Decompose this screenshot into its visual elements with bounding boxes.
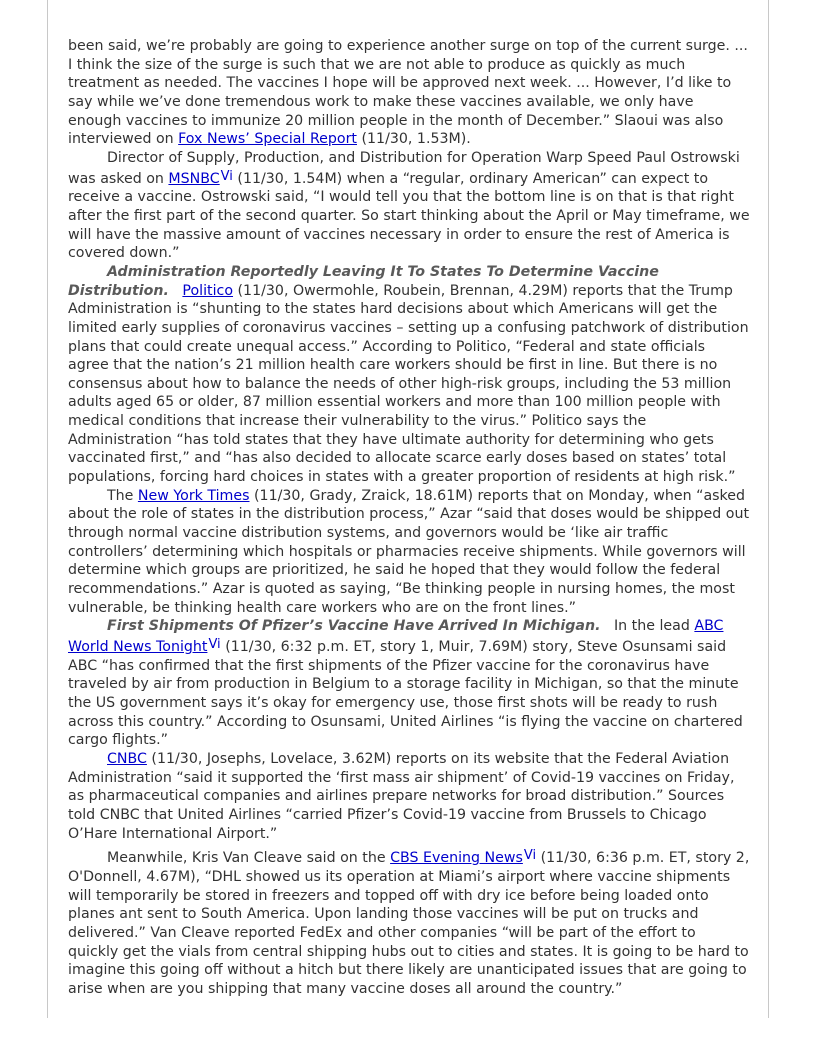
article-body [68,37,750,998]
abc-world-news-tonight-link[interactable]: ABC World News Tonight [68,618,724,655]
paragraph-pfizer-michigan: First Shipments Of Pfizer’s Vaccine Have Arrived In Michigan. In the lead ABC World News TonightVi (11/30, 6:32 p.m. ET, story 1, Muir, 7.69M) story, Steve Osunsami said ABC “has confirmed that the first shipments of the Pfizer vaccine for the coronavirus have traveled by air from production in Belgium to a storage facility in Michigan, so that the minute the US government says it’s okay for emergency use, those first shots will be ready to rush across this country.” According to Osunsami, United Airlines “is flying the vaccine on chartered cargo flights.” [68,618,743,749]
video-icon[interactable]: Vi [220,168,233,184]
politico-link[interactable]: Politico [182,282,234,299]
paragraph-cnbc: CNBC (11/30, Josephs, Lovelace, 3.62M) reports on its website that the Federal Aviation Administration “said it supported the ‘first mass air shipment’ of Covid-19 vaccines on Friday, as pharmaceutical companies and airlines prepare networks for broad distribution.” Sources told CNBC that United Airlines “carried Pfizer’s Covid-19 vaccine from Brussels to Chicago O’Hare International Airport.” [68,750,735,842]
msnbc-link[interactable]: MSNBC [168,170,220,187]
paragraph-states-distribution: Administration Reportedly Leaving It To States To Determine Vaccine Distribution. Politico (11/30, Owermohle, Roubein, Brennan, 4.29M) reports that the Trump Administration is “shunting to the states hard decisions about which Americans will get the limited early supplies of coronavirus vaccines – setting up a confusing patchwork of distribution plans that could create unequal access.” According to Politico, “Federal and state officials agree that the nation’s 21 million health care workers should be first in line. But there is no consensus about how to balance the needs of other high-risk groups, including the 53 million adults aged 65 or older, 87 million essential workers and more than 100 million people with medical conditions that increase their vulnerability to the virus.” Politico says the Administration “has told states that they have ultimate authority for determining who gets vaccinated first,” and “has also decided to allocate scarce early doses based on states’ total populations, forcing hard choices in states with a greater proportion of residents at high risk.” [68,263,749,486]
paragraph-nyt: The New York Times (11/30, Grady, Zraick, 18.61M) reports that on Monday, when “asked about the role of states in the distribution process,” Azar “said that doses would be shipped out through normal vaccine distribution systems, and governors would be ‘like air traffic controllers’ determining which hospitals or pharmacies receive shipments. While governors will determine which groups are prioritized, he said he hoped that they would follow the federal recommendations.” Azar is quoted as saying, “Be thinking people in nursing homes, the most vulnerable, be thinking health care workers who are on the front lines.” [68,487,750,616]
right-margin-rule [768,0,769,1018]
left-margin-rule [47,0,48,1018]
cnbc-link[interactable]: CNBC [107,750,147,767]
section-heading: Administration Reportedly Leaving It To States To Determine Vaccine Distribution. [68,263,659,299]
paragraph-cbs: Meanwhile, Kris Van Cleave said on the CBS Evening NewsVi (11/30, 6:36 p.m. ET, story 2, O'Donnell, 4.67M), “DHL showed us its operation at Miami’s airport where vaccine shipments will temporarily be stored in freezers and topped off with dry ice before being loaded onto planes ant sent to South America. Upon landing those vaccines will be put on trucks and delivered.” Van Cleave reported FedEx and other companies “will be part of the effort to quickly get the vials from central shipping hubs out to cities and states. It is going to be hard to imagine this going off without a hitch but there likely are unanticipated issues that are going to arise when are you shipping that many vaccine doses all around the country.” [68,848,750,997]
video-icon[interactable]: Vi [208,637,221,652]
section-heading: First Shipments Of Pfizer’s Vaccine Have Arrived In Michigan. [107,618,601,635]
paragraph-slaoui: been said, we’re probably are going to experience another surge on top of the current surge. ... I think the size of the surge is such that we are not able to produce as quickly as much treatment as needed. The vaccines I hope will be approved next week. ... However, I’d like to say while we’ve done tremendous work to make these vaccines available, we only have enough vaccines to immunize 20 million people in the month of December.” Slaoui was also interviewed on Fox News’ Special Report (11/30, 1.53M). [68,38,748,148]
video-icon[interactable]: Vi [523,848,537,864]
fox-news-special-report-link[interactable]: Fox News’ Special Report [178,131,357,148]
cbs-evening-news-link[interactable]: CBS Evening News [390,850,523,867]
new-york-times-link[interactable]: New York Times [137,487,250,504]
paragraph-ostrowski: Director of Supply, Production, and Distribution for Operation Warp Speed Paul Ostrowski was asked on MSNBCVi (11/30, 1.54M) when a “regular, ordinary American” can expect to receive a vaccine. Ostrowski said, “I would tell you that the bottom line is on that is that right after the first part of the second quarter. So start thinking about the April or May timeframe, we will have the massive amount of vaccines necessary in order to ensure the rest of America is covered down.” [68,149,750,262]
